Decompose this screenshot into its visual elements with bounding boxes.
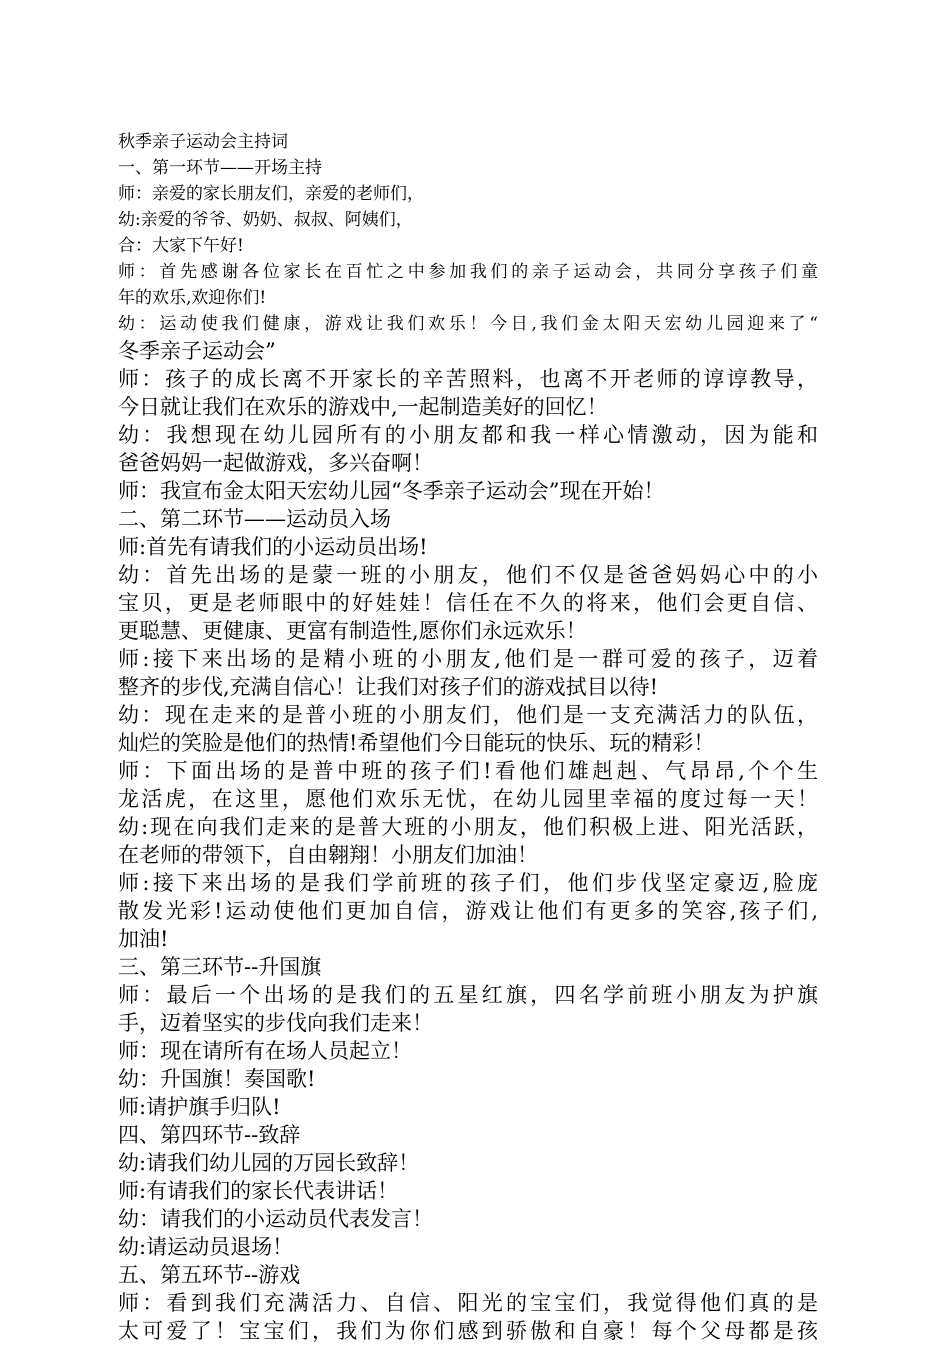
text-line: 年的欢乐,欢迎你们! — [118, 288, 267, 308]
section-heading: 五、第五环节--游戏 — [118, 1263, 301, 1287]
text-line: 师：我宣布金太阳天宏幼儿园“冬季亲子运动会”现在开始！ — [118, 479, 665, 503]
text-line: 幼：升国旗！奏国歌! — [118, 1067, 316, 1091]
text-line: 师:接下来出场的是我们学前班的孩子们，他们步伐坚定豪迈,脸庞 — [118, 871, 818, 895]
text-line: 师:有请我们的家长代表讲话！ — [118, 1179, 399, 1203]
text-line: 在老师的带领下，自由翱翔！小朋友们加油！ — [118, 843, 538, 867]
text-line: 师：亲爱的家长朋友们，亲爱的老师们， — [118, 184, 424, 204]
text-line: 灿烂的笑脸是他们的热情!希望他们今日能玩的快乐、玩的精彩！ — [118, 731, 715, 755]
text-line: 幼:请我们幼儿园的万园长致辞！ — [118, 1151, 420, 1175]
text-line: 爸爸妈妈一起做游戏，多兴奋啊！ — [118, 451, 433, 475]
document-title: 秋季亲子运动会主持词 — [118, 132, 288, 152]
text-line: 幼：首先出场的是蒙一班的小朋友，他们不仅是爸爸妈妈心中的小 — [118, 563, 818, 587]
text-line: 师:请护旗手归队! — [118, 1095, 281, 1119]
text-line: 师：下面出场的是普中班的孩子们!看他们雄赳赳、气昂昂,个个生 — [118, 759, 818, 783]
text-line: 更聪慧、更健康、更富有制造性,愿你们永远欢乐！ — [118, 619, 587, 643]
section-heading: 一、第一环节——开场主持 — [118, 158, 322, 178]
text-line: 加油! — [118, 927, 169, 951]
text-line: 手，迈着坚实的步伐向我们走来！ — [118, 1011, 433, 1035]
text-line: 幼：请我们的小运动员代表发言！ — [118, 1207, 433, 1231]
text-line: 整齐的步伐,充满自信心！让我们对孩子们的游戏拭目以待! — [118, 675, 659, 699]
text-line: 师:接下来出场的是精小班的小朋友,他们是一群可爱的孩子，迈着 — [118, 647, 818, 671]
text-line: 师:首先有请我们的小运动员出场! — [118, 535, 428, 559]
text-line: 师：看到我们充满活力、自信、阳光的宝宝们，我觉得他们真的是 — [118, 1291, 818, 1315]
section-heading: 四、第四环节--致辞 — [118, 1123, 301, 1147]
document-body — [118, 129, 818, 1345]
text-line: 太可爱了！宝宝们，我们为你们感到骄傲和自豪！每个父母都是孩 — [118, 1319, 818, 1343]
text-line: 幼：现在走来的是普小班的小朋友们，他们是一支充满活力的队伍， — [118, 703, 818, 727]
text-line: 师：现在请所有在场人员起立！ — [118, 1039, 412, 1063]
text-line: 幼:请运动员退场！ — [118, 1235, 294, 1259]
text-line: 冬季亲子运动会” — [118, 339, 276, 363]
text-line: 今日就让我们在欢乐的游戏中,一起制造美好的回忆！ — [118, 395, 608, 419]
text-line: 合：大家下午好! — [118, 236, 244, 256]
text-line: 幼:现在向我们走来的是普大班的小朋友，他们积极上进、阳光活跃， — [118, 815, 818, 839]
text-line: 龙活虎，在这里，愿他们欢乐无忧，在幼儿园里幸福的度过每一天！ — [118, 787, 818, 811]
section-heading: 三、第三环节--升国旗 — [118, 955, 322, 979]
text-line: 宝贝，更是老师眼中的好娃娃！信任在不久的将来，他们会更自信、 — [118, 591, 818, 615]
text-line: 散发光彩!运动使他们更加自信，游戏让他们有更多的笑容,孩子们, — [118, 899, 818, 923]
text-line: 师：孩子的成长离不开家长的辛苦照料，也离不开老师的谆谆教导， — [118, 367, 818, 391]
text-line: 幼：我想现在幼儿园所有的小朋友都和我一样心情激动，因为能和 — [118, 423, 818, 447]
text-line: 师：最后一个出场的是我们的五星红旗，四名学前班小朋友为护旗 — [118, 983, 818, 1007]
text-line: 幼：运动使我们健康，游戏让我们欢乐！今日,我们金太阳天宏幼儿园迎来了“ — [118, 314, 818, 334]
text-line: 幼:亲爱的爷爷、奶奶、叔叔、阿姨们， — [118, 210, 413, 230]
text-line: 师：首先感谢各位家长在百忙之中参加我们的亲子运动会，共同分享孩子们童 — [118, 262, 818, 282]
section-heading: 二、第二环节——运动员入场 — [118, 507, 391, 531]
